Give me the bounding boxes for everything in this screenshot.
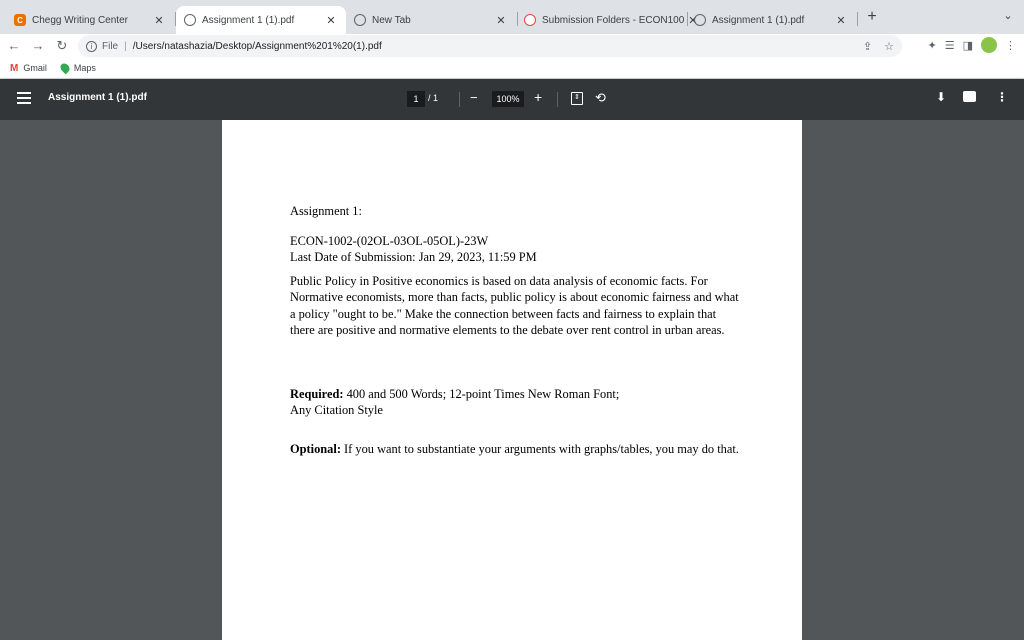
close-icon[interactable]: ✕	[326, 14, 336, 27]
assignment-prompt: Public Policy in Positive economics is based on data analysis of economic facts. For Normative economists, more than facts, public policy is about economic fairness and what a policy "ought to be." Make the connection between facts and fairness to explain that there are positive and normative elements to the debate over rent control in urban areas.	[290, 274, 739, 338]
reading-list-icon[interactable]: ☰	[944, 39, 955, 52]
close-icon[interactable]: ✕	[836, 14, 846, 27]
required-label: Required:	[290, 387, 344, 401]
reload-button[interactable]: ↻	[56, 38, 68, 53]
close-icon[interactable]: ✕	[496, 14, 506, 27]
omnibox-divider: |	[124, 40, 127, 52]
tab-title: Assignment 1 (1).pdf	[202, 14, 295, 26]
optional-note	[290, 441, 740, 457]
print-icon[interactable]	[963, 91, 976, 102]
info-icon[interactable]: i	[86, 41, 97, 52]
course-info	[290, 233, 740, 266]
menu-icon[interactable]	[17, 92, 31, 106]
tab-submission-folders[interactable]	[516, 6, 698, 34]
new-tab-button[interactable]: +	[867, 8, 877, 25]
bookmark-label: Gmail	[23, 63, 47, 73]
close-icon[interactable]: ✕	[688, 14, 698, 27]
globe-icon	[184, 14, 196, 26]
browser-toolbar	[0, 34, 1024, 58]
bookmark-maps[interactable]	[61, 63, 96, 73]
optional-text: If you want to substantiate your arguments with graphs/tables, you may do that.	[340, 442, 739, 456]
tab-chegg[interactable]	[6, 6, 174, 34]
page-total: / 1	[428, 93, 439, 103]
extensions-icon[interactable]: ✦	[927, 39, 937, 52]
bookmarks-bar	[0, 58, 1024, 79]
url-text[interactable]: /Users/natashazia/Desktop/Assignment%201%20(1).pdf	[132, 40, 382, 52]
more-actions-icon[interactable]: ⋮	[996, 90, 1008, 104]
course-code: ECON-1002-(02OL-03OL-05OL)-23W	[290, 234, 489, 248]
toolbar-divider	[557, 92, 558, 107]
pdf-viewer[interactable]	[0, 120, 1024, 640]
tab-title: Chegg Writing Center	[32, 14, 128, 26]
tab-strip	[0, 0, 1024, 34]
tab-title: Assignment 1 (1).pdf	[712, 14, 805, 26]
assignment-heading: Assignment 1:	[290, 204, 362, 218]
due-date: Last Date of Submission: Jan 29, 2023, 11:59 PM	[290, 250, 537, 265]
share-icon[interactable]: ⇪	[862, 40, 873, 53]
required-text-2: Any Citation Style	[290, 403, 383, 418]
fit-page-icon[interactable]: ⇕	[571, 92, 583, 105]
globe-icon	[694, 14, 706, 26]
tab-assignment-active[interactable]	[176, 6, 346, 34]
chrome-icon	[354, 14, 366, 26]
maps-icon	[58, 62, 71, 75]
page-number-input[interactable]: 1	[407, 91, 425, 107]
side-panel-icon[interactable]: ◨	[962, 39, 973, 52]
download-icon[interactable]: ⬇	[936, 90, 947, 104]
gmail-icon: M	[10, 62, 19, 74]
star-icon[interactable]: ☆	[884, 40, 894, 53]
zoom-input[interactable]: 100%	[492, 91, 524, 107]
toolbar-divider	[459, 92, 460, 107]
back-button[interactable]: ←	[7, 38, 21, 53]
required-text: 400 and 500 Words; 12-point Times New Roman Font;	[343, 387, 620, 401]
optional-label: Optional:	[290, 442, 341, 456]
zoom-in-button[interactable]: +	[534, 89, 543, 105]
tab-title: New Tab	[372, 14, 411, 26]
requirements	[290, 386, 740, 419]
tab-title: Submission Folders - ECON100	[542, 14, 685, 26]
chegg-icon: C	[14, 14, 26, 26]
chevron-down-icon[interactable]: ⌄	[1003, 10, 1013, 22]
more-menu-icon[interactable]: ⋮	[1005, 39, 1016, 52]
tab-new-tab[interactable]	[346, 6, 516, 34]
zoom-out-button[interactable]: −	[470, 90, 478, 105]
pdf-title: Assignment 1 (1).pdf	[48, 92, 147, 103]
avatar[interactable]	[981, 37, 997, 53]
tab-divider	[857, 12, 858, 26]
close-icon[interactable]: ✕	[154, 14, 164, 27]
brightspace-icon	[524, 14, 536, 26]
forward-button[interactable]: →	[31, 38, 45, 53]
scheme-label: File	[102, 40, 119, 52]
rotate-icon[interactable]: ⟲	[595, 90, 606, 105]
bookmark-gmail[interactable]	[10, 63, 47, 74]
pdf-toolbar	[0, 79, 1024, 120]
address-bar[interactable]	[78, 35, 902, 57]
pdf-page	[222, 120, 802, 640]
tab-assignment-2[interactable]	[686, 6, 856, 34]
bookmark-label: Maps	[73, 63, 96, 73]
